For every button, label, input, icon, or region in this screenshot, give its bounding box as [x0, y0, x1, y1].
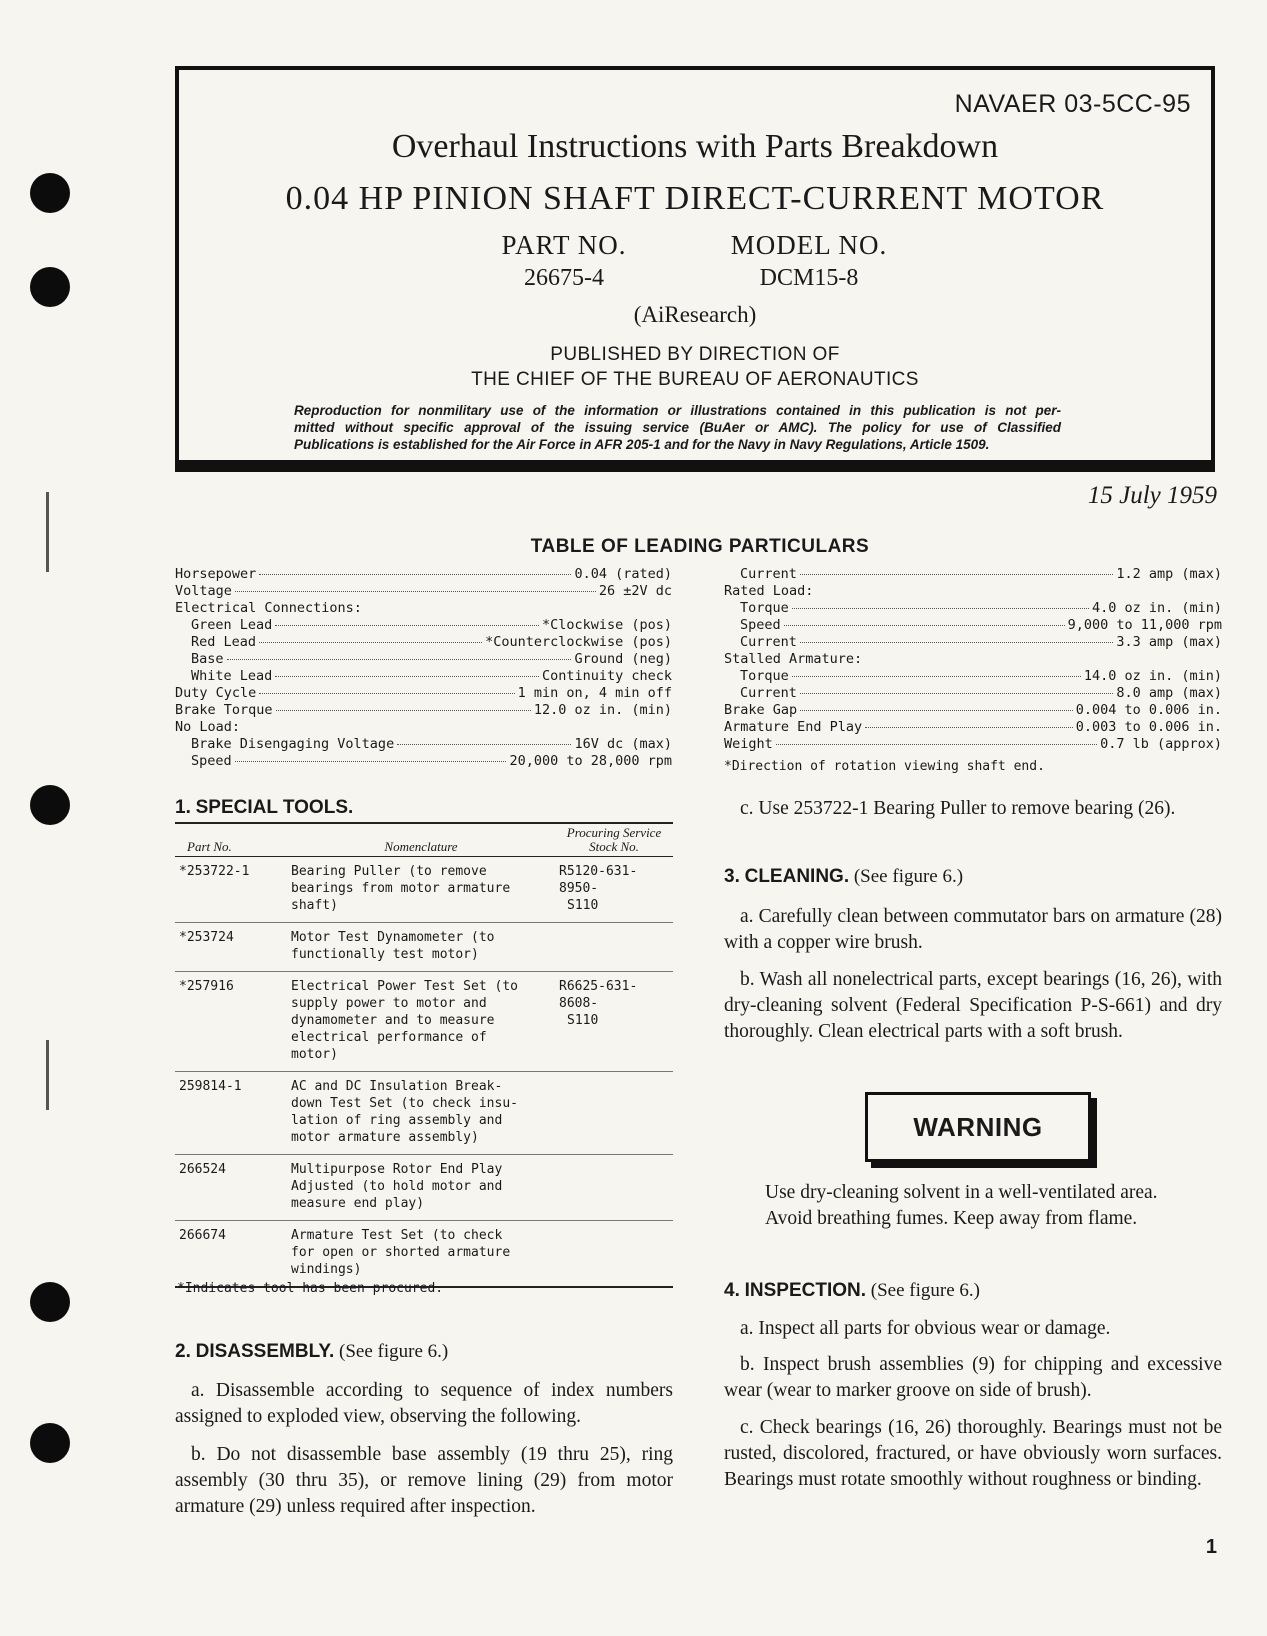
particular-value: 0.003 to 0.006 in.: [1075, 719, 1222, 735]
page-number: 1: [1205, 1536, 1217, 1558]
manufacturer: (AiResearch): [633, 302, 757, 327]
disassembly-step-c: c. Use 253722-1 Bearing Puller to remove bearing (26).: [740, 798, 1176, 819]
publication-number: NAVAER 03-5CC-95: [954, 90, 1191, 118]
column-header: Nomenclature: [384, 839, 458, 854]
particular-label: Current: [740, 634, 797, 650]
table-row: [175, 1221, 673, 1288]
inspection-step-c: c. Check bearings (16, 26) thoroughly. Bearings must not be rusted, discolored, fractured, or have obviously worn surfaces. Bearings must rotate smoothly without roughness or binding.: [724, 1417, 1222, 1490]
part-number-label: PART NO.: [501, 230, 627, 260]
section-number: 4.: [724, 1280, 740, 1301]
particular-value: 1 min on, 4 min off: [517, 685, 672, 701]
particular-value: Ground (neg): [574, 651, 672, 667]
particular-value: 3.3 amp (max): [1116, 634, 1222, 650]
section-title: INSPECTION.: [744, 1280, 867, 1301]
particular-row: [724, 668, 1222, 685]
particular-value: 12.0 oz in. (min): [533, 702, 672, 718]
disassembly-step-b: b. Do not disassemble base assembly (19 thru 25), ring assembly (30 thru 35), or remove lining (29) from motor armature (29) unless required after inspection.: [175, 1444, 673, 1517]
particular-value: *Counterclockwise (pos): [485, 634, 672, 650]
tool-nomenclature: Electrical Power Test Set (to supply power to motor and dynamometer and to measure electrical performance of motor): [291, 979, 518, 1062]
figure-reference: (See figure 6.): [853, 866, 964, 887]
particular-value: 14.0 oz in. (min): [1083, 668, 1222, 684]
figure-reference: (See figure 6.): [339, 1341, 449, 1362]
particular-row: [724, 702, 1222, 719]
tool-stock-number: R5120-631-8950- S110: [559, 864, 638, 913]
model-number-block: [709, 230, 909, 292]
rotation-footnote: *Direction of rotation viewing shaft end.: [724, 759, 1045, 774]
reproduction-line: Reproduction for nonmilitary use of the information or illustrations contained in this publication is not per-: [294, 403, 1061, 418]
particular-row: [175, 702, 672, 719]
particular-row: [175, 566, 672, 583]
particular-row: [175, 617, 672, 634]
model-number-label: MODEL NO.: [730, 230, 888, 260]
particular-value: 8.0 amp (max): [1116, 685, 1222, 701]
part-number: 26675-4: [524, 265, 604, 291]
tools-footnote: *Indicates tool has been procured.: [177, 1281, 444, 1296]
particular-value: 20,000 to 28,000 rpm: [509, 753, 672, 769]
column-header: Procuring Service Stock No.: [566, 825, 662, 854]
title-block: [175, 66, 1215, 464]
binder-hole: [30, 1423, 70, 1463]
section-title: DISASSEMBLY.: [195, 1341, 335, 1362]
tool-stock-number: [555, 1155, 673, 1221]
section-number: 2.: [175, 1341, 191, 1362]
particular-label: Current: [740, 685, 797, 701]
tool-part-number: 266674: [179, 1228, 226, 1243]
column-header: Part No.: [187, 839, 232, 854]
table-row: [175, 923, 673, 972]
particular-row: [175, 685, 672, 702]
table-row: [175, 1155, 673, 1221]
tool-nomenclature: AC and DC Insulation Break- down Test Set (to check insu- lation of ring assembly and motor armature assembly): [291, 1079, 518, 1145]
particular-label: Base: [191, 651, 224, 667]
particular-label: Green Lead: [191, 617, 273, 633]
particular-value: 0.7 lb (approx): [1100, 736, 1222, 752]
published-by: [179, 342, 1211, 392]
tool-part-number: *253724: [179, 930, 234, 945]
inspection-step-b: b. Inspect brush assemblies (9) for chipping and excessive wear (wear to marker groove on side of brush).: [724, 1354, 1222, 1401]
table-row: [175, 972, 673, 1072]
reproduction-line: Publications is established for the Air Force in AFR 205-1 and for the Navy in Navy Regulations, Article 1509.: [294, 437, 990, 452]
tool-nomenclature: Armature Test Set (to check for open or shorted armature windings): [291, 1228, 511, 1277]
particular-row: [175, 583, 672, 600]
disassembly-heading: [175, 1341, 448, 1363]
inspection-step-a: a. Inspect all parts for obvious wear or damage.: [740, 1318, 1111, 1339]
particular-label: Brake Torque: [175, 702, 273, 718]
warning-text: Use dry-cleaning solvent in a well-ventilated area. Avoid breathing fumes. Keep away from flame.: [765, 1182, 1158, 1229]
tool-stock-number: R6625-631-8608- S110: [559, 979, 638, 1028]
particular-label: Duty Cycle: [175, 685, 257, 701]
inspection-heading: [724, 1280, 980, 1302]
binder-mark: [46, 1040, 49, 1110]
particular-label: White Lead: [191, 668, 273, 684]
special-tools-table: [175, 822, 673, 1288]
particular-row: [175, 753, 672, 770]
tool-part-number: 259814-1: [179, 1079, 242, 1094]
model-number: DCM15-8: [759, 265, 859, 291]
tool-stock-number: [555, 1221, 673, 1288]
particular-value: 0.04 (rated): [574, 566, 672, 582]
published-by-line: PUBLISHED BY DIRECTION OF: [550, 344, 840, 365]
particular-group-label: No Load:: [175, 719, 241, 735]
particular-row: [175, 668, 672, 685]
particular-row: [175, 634, 672, 651]
tool-stock-number: [555, 1072, 673, 1155]
particular-row: [724, 566, 1222, 583]
particular-value: *Clockwise (pos): [541, 617, 672, 633]
particular-label: Current: [740, 566, 797, 582]
particular-row: [724, 719, 1222, 736]
tool-stock-number: [555, 923, 673, 972]
particular-label: Brake Disengaging Voltage: [191, 736, 395, 752]
binder-mark: [46, 492, 49, 572]
particular-value: Continuity check: [541, 668, 672, 684]
header-rule: [175, 460, 1215, 472]
section-number: 3.: [724, 866, 740, 887]
publication-date: 15 July 1959: [1087, 482, 1217, 509]
cleaning-step-b: b. Wash all nonelectrical parts, except bearings (16, 26), with dry-cleaning solvent (Federal Specification P-S-661) and dry thoroughly. Clean electrical parts with a soft brush.: [724, 969, 1222, 1042]
particular-label: Horsepower: [175, 566, 257, 582]
particular-label: Armature End Play: [724, 719, 863, 735]
particular-label: Torque: [740, 668, 789, 684]
particular-group-label: Electrical Connections:: [175, 600, 362, 616]
table-header-row: [175, 823, 673, 857]
disassembly-step-a: a. Disassemble according to sequence of index numbers assigned to exploded view, observing the following.: [175, 1380, 673, 1427]
part-number-block: [479, 230, 649, 292]
particular-label: Red Lead: [191, 634, 257, 650]
particular-label: Weight: [724, 736, 773, 752]
particular-row: [175, 651, 672, 668]
particular-value: 0.004 to 0.006 in.: [1075, 702, 1222, 718]
particular-row: [724, 634, 1222, 651]
tool-nomenclature: Motor Test Dynamometer (to functionally test motor): [291, 930, 495, 962]
particular-group-label: Rated Load:: [724, 583, 814, 599]
particular-value: 26 ±2V dc: [598, 583, 672, 599]
particular-label: Brake Gap: [724, 702, 798, 718]
particular-value: 4.0 oz in. (min): [1091, 600, 1222, 616]
particular-row: [175, 736, 672, 753]
particular-label: Speed: [740, 617, 781, 633]
section-title: CLEANING.: [744, 866, 850, 887]
special-tools-heading: [175, 797, 353, 819]
particular-value: 9,000 to 11,000 rpm: [1067, 617, 1222, 633]
particular-label: Voltage: [175, 583, 232, 599]
tool-part-number: *257916: [179, 979, 234, 994]
published-by-line: THE CHIEF OF THE BUREAU OF AERONAUTICS: [471, 369, 919, 390]
tool-part-number: *253722-1: [179, 864, 250, 879]
particular-group-label: Stalled Armature:: [724, 651, 863, 667]
document-title: Overhaul Instructions with Parts Breakdown: [391, 128, 999, 165]
table-row: [175, 1072, 673, 1155]
leading-particulars-left: [175, 566, 672, 770]
particular-row: [724, 617, 1222, 634]
binder-hole: [30, 173, 70, 213]
particular-row: [724, 600, 1222, 617]
binder-hole: [30, 1282, 70, 1322]
reproduction-line: mitted without specific approval of the issuing service (BuAer or AMC). The policy for use of Classified: [294, 420, 1061, 435]
equipment-title: 0.04 HP PINION SHAFT DIRECT-CURRENT MOTOR: [285, 180, 1105, 217]
binder-hole: [30, 267, 70, 307]
warning-label: WARNING: [865, 1092, 1091, 1162]
binder-hole: [30, 785, 70, 825]
section-number: 1.: [175, 797, 191, 818]
table-row: [175, 857, 673, 923]
particular-label: Speed: [191, 753, 232, 769]
particular-row: [724, 685, 1222, 702]
figure-reference: (See figure 6.): [870, 1280, 980, 1301]
cleaning-heading: [724, 866, 963, 888]
particular-row: [724, 736, 1222, 753]
tool-part-number: 266524: [179, 1162, 226, 1177]
leading-particulars-heading: TABLE OF LEADING PARTICULARS: [530, 536, 870, 557]
tool-nomenclature: Multipurpose Rotor End Play Adjusted (to hold motor and measure end play): [291, 1162, 503, 1211]
section-title: SPECIAL TOOLS.: [195, 797, 354, 818]
leading-particulars-right: [724, 566, 1222, 774]
tool-nomenclature: Bearing Puller (to remove bearings from motor armature shaft): [291, 864, 511, 913]
particular-value: 1.2 amp (max): [1116, 566, 1222, 582]
particular-label: Torque: [740, 600, 789, 616]
cleaning-step-a: a. Carefully clean between commutator bars on armature (28) with a copper wire brush.: [724, 906, 1222, 953]
particular-value: 16V dc (max): [574, 736, 672, 752]
